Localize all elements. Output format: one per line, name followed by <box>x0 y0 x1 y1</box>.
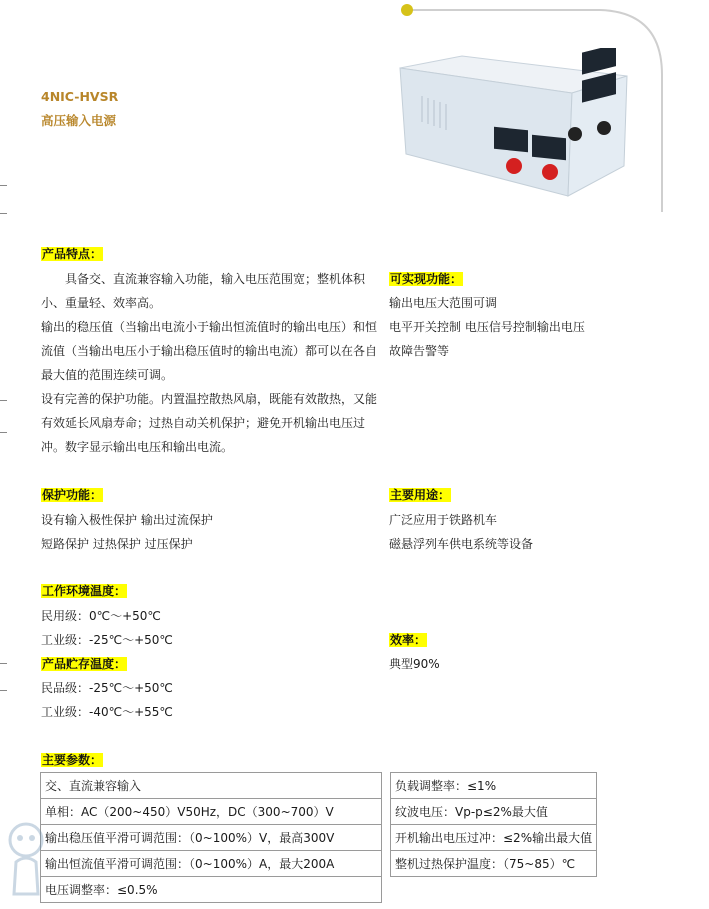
features-line: 小、重量轻、效率高。 <box>41 296 162 310</box>
table-row <box>41 851 382 877</box>
margin-tick <box>0 185 7 186</box>
table-row <box>41 773 382 799</box>
protection-line: 短路保护 过热保护 过压保护 <box>41 537 193 551</box>
table-cell: 输出恒流值平滑可调范围：（0~100%）A，最大200A <box>41 851 382 877</box>
margin-tick <box>0 432 7 433</box>
protection-heading: 保护功能： <box>42 488 103 502</box>
table-cell: 整机过热保护温度：（75~85）℃ <box>391 851 597 877</box>
margin-tick <box>0 213 7 214</box>
product-name: 高压输入电源 <box>41 113 117 128</box>
protection-line: 设有输入极性保护 输出过流保护 <box>41 513 213 527</box>
env-temp-line: 民用级：0℃～+50℃ <box>41 609 161 623</box>
features-line: 有效延长风扇寿命；过热自动关机保护；避免开机输出电压过 <box>41 416 366 430</box>
decorative-dot <box>401 4 413 16</box>
storage-temp-line: 工业级：-40℃～+55℃ <box>41 705 173 719</box>
env-temp-line: 工业级：-25℃～+50℃ <box>41 633 173 647</box>
functions-line: 输出电压大范围可调 <box>389 296 498 310</box>
features-line: 冲。数字显示输出电压和输出电流。 <box>41 440 234 454</box>
features-line: 流值（当输出电压小于输出稳压值时的输出电流）都可以在各自 <box>41 344 378 358</box>
table-row <box>391 851 597 877</box>
params-table-right <box>390 772 597 877</box>
efficiency-value: 典型90% <box>389 657 440 671</box>
functions-line: 故障告警等 <box>389 344 450 358</box>
product-photo <box>392 48 637 198</box>
features-line: 输出的稳压值（当输出电流小于输出恒流值时的输出电压）和恒 <box>41 320 378 334</box>
applications-heading: 主要用途： <box>390 488 451 502</box>
features-line: 设有完善的保护功能。内置温控散热风扇，既能有效散热，又能 <box>41 392 378 406</box>
functions-heading: 可实现功能： <box>390 272 463 286</box>
table-cell: 纹波电压：Vp-p≤2%最大值 <box>391 799 597 825</box>
applications-line: 广泛应用于铁路机车 <box>389 513 498 527</box>
features-line: 最大值的范围连续可调。 <box>41 368 174 382</box>
table-row <box>391 799 597 825</box>
table-row <box>391 825 597 851</box>
params-table-left <box>40 772 382 903</box>
watermark-logo <box>2 818 62 898</box>
functions-line: 电平开关控制 电压信号控制输出电压 <box>389 320 585 334</box>
table-cell: 开机输出电压过冲：≤2%输出最大值 <box>391 825 597 851</box>
storage-temp-line: 民品级：-25℃～+50℃ <box>41 681 173 695</box>
product-model: 4NIC-HVSR <box>41 89 119 104</box>
margin-tick <box>0 400 7 401</box>
table-row <box>41 799 382 825</box>
table-cell: 输出稳压值平滑可调范围：（0~100%）V，最高300V <box>41 825 382 851</box>
table-cell: 负载调整率：≤1% <box>391 773 597 799</box>
applications-line: 磁悬浮列车供电系统等设备 <box>389 537 534 551</box>
table-row <box>41 877 382 903</box>
features-heading: 产品特点： <box>42 247 103 261</box>
efficiency-heading: 效率： <box>390 633 427 647</box>
table-row <box>391 773 597 799</box>
table-cell: 单相：AC（200~450）V50Hz，DC（300~700）V <box>41 799 382 825</box>
table-cell: 电压调整率：≤0.5% <box>41 877 382 903</box>
table-row <box>41 825 382 851</box>
margin-tick <box>0 663 7 664</box>
storage-temp-heading: 产品贮存温度： <box>42 657 127 671</box>
features-line: 具备交、直流兼容输入功能，输入电压范围宽；整机体积 <box>65 272 366 286</box>
params-heading: 主要参数： <box>42 753 103 767</box>
table-cell: 交、直流兼容输入 <box>41 773 382 799</box>
margin-tick <box>0 690 7 691</box>
env-temp-heading: 工作环境温度： <box>42 584 127 598</box>
